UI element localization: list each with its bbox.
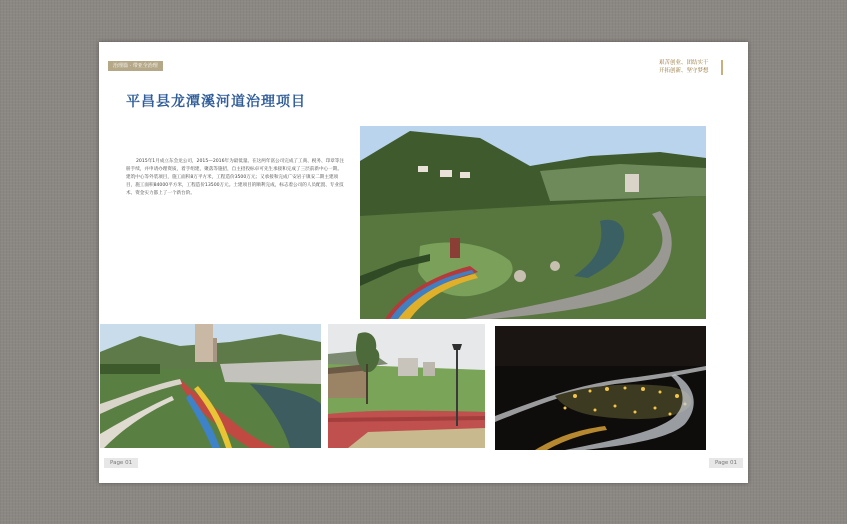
body-paragraph: 2015年1月成立东会龙公司，2015—2016年为最低量。在这两年富公司完成了工商、税务、印章等注册手续，并申请办理资质，着手组建，聚落等施招，自主招投标卓可先生承接和完成了三层前新中心一期。建筑中心等外装项目，施工面积8万平方米，工程造价3500万元；又承接和完成广安岩子镇安二期主建项目，施工面积84000平方米，工程造价13500万元。土建项目的顺利完成，标志着公司的人员配置、专业技术、资金实力都上了一个新台阶。 xyxy=(126,159,344,196)
page-number-left: Page 01 xyxy=(104,458,138,468)
brochure-page xyxy=(99,42,748,483)
plaza-with-street-lamp-photo xyxy=(328,324,485,448)
page-title: 平昌县龙潭溪河道治理项目 xyxy=(126,94,306,110)
section-tag: 治理篇 · 带亚全治理 xyxy=(108,61,163,71)
slogan-accent-bar xyxy=(721,60,723,75)
slogan-line-1: 艰苦创业、团结实干 xyxy=(659,60,709,66)
slogan-line-2: 开拓创新、坚守梦想 xyxy=(659,68,709,74)
aerial-river-park-photo xyxy=(360,126,706,319)
riverside-colorful-path-photo xyxy=(100,324,321,448)
night-aerial-lights-photo xyxy=(495,326,706,450)
page-number-right: Page 01 xyxy=(709,458,743,468)
slogan xyxy=(659,59,719,75)
